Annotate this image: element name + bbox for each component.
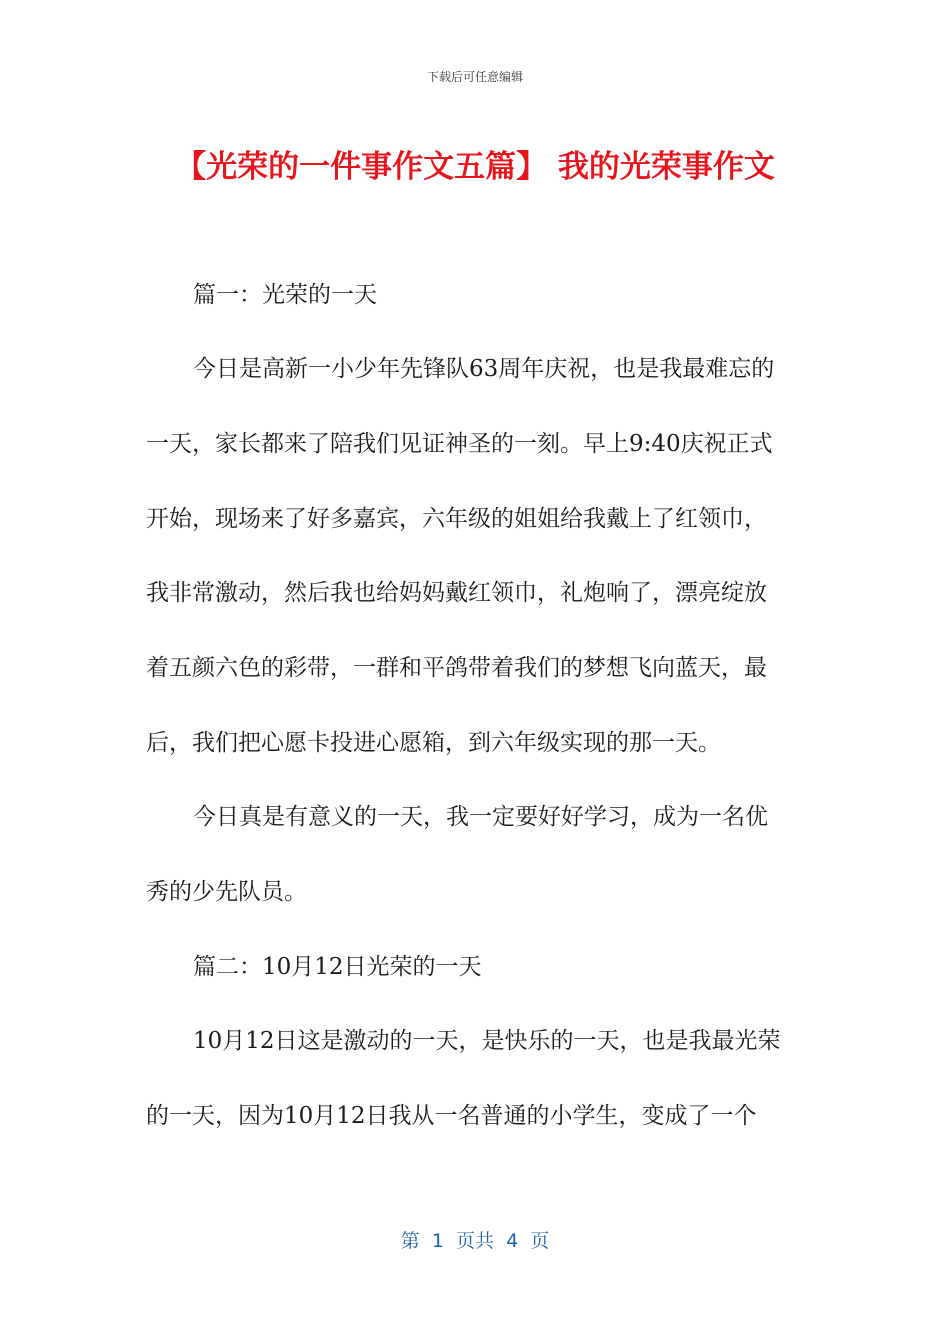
section-heading-2: 篇二：10月12日光荣的一天 (193, 954, 482, 980)
paragraph-line: 今日是高新一小少年先锋队63周年庆祝，也是我最难忘的 (193, 356, 775, 382)
document-title: 【光荣的一件事作文五篇】 我的光荣事作文 (175, 149, 775, 185)
paragraph-line: 的一天，因为10月12日我从一名普通的小学生，变成了一个 (146, 1103, 757, 1129)
header-note: 下载后可任意编辑 (426, 70, 523, 84)
paragraph-line: 着五颜六色的彩带，一群和平鸽带着我们的梦想飞向蓝天，最 (146, 655, 767, 681)
section-heading-1: 篇一：光荣的一天 (193, 282, 377, 308)
paragraph-line: 10月12日这是激动的一天，是快乐的一天，也是我最光荣 (193, 1028, 781, 1054)
paragraph-line: 我非常激动，然后我也给妈妈戴红领巾，礼炮响了，漂亮绽放 (146, 580, 767, 606)
paragraph-line: 一天，家长都来了陪我们见证神圣的一刻。早上9:40庆祝正式 (146, 431, 773, 457)
paragraph-line: 今日真是有意义的一天，我一定要好好学习，成为一名优 (193, 804, 768, 830)
paragraph-line: 开始，现场来了好多嘉宾，六年级的姐姐给我戴上了红领巾， (146, 506, 767, 532)
paragraph-line: 秀的少先队员。 (146, 879, 307, 905)
page-number: 第 1 页共 4 页 (400, 1230, 550, 1252)
paragraph-line: 后，我们把心愿卡投进心愿箱，到六年级实现的那一天。 (146, 730, 721, 756)
